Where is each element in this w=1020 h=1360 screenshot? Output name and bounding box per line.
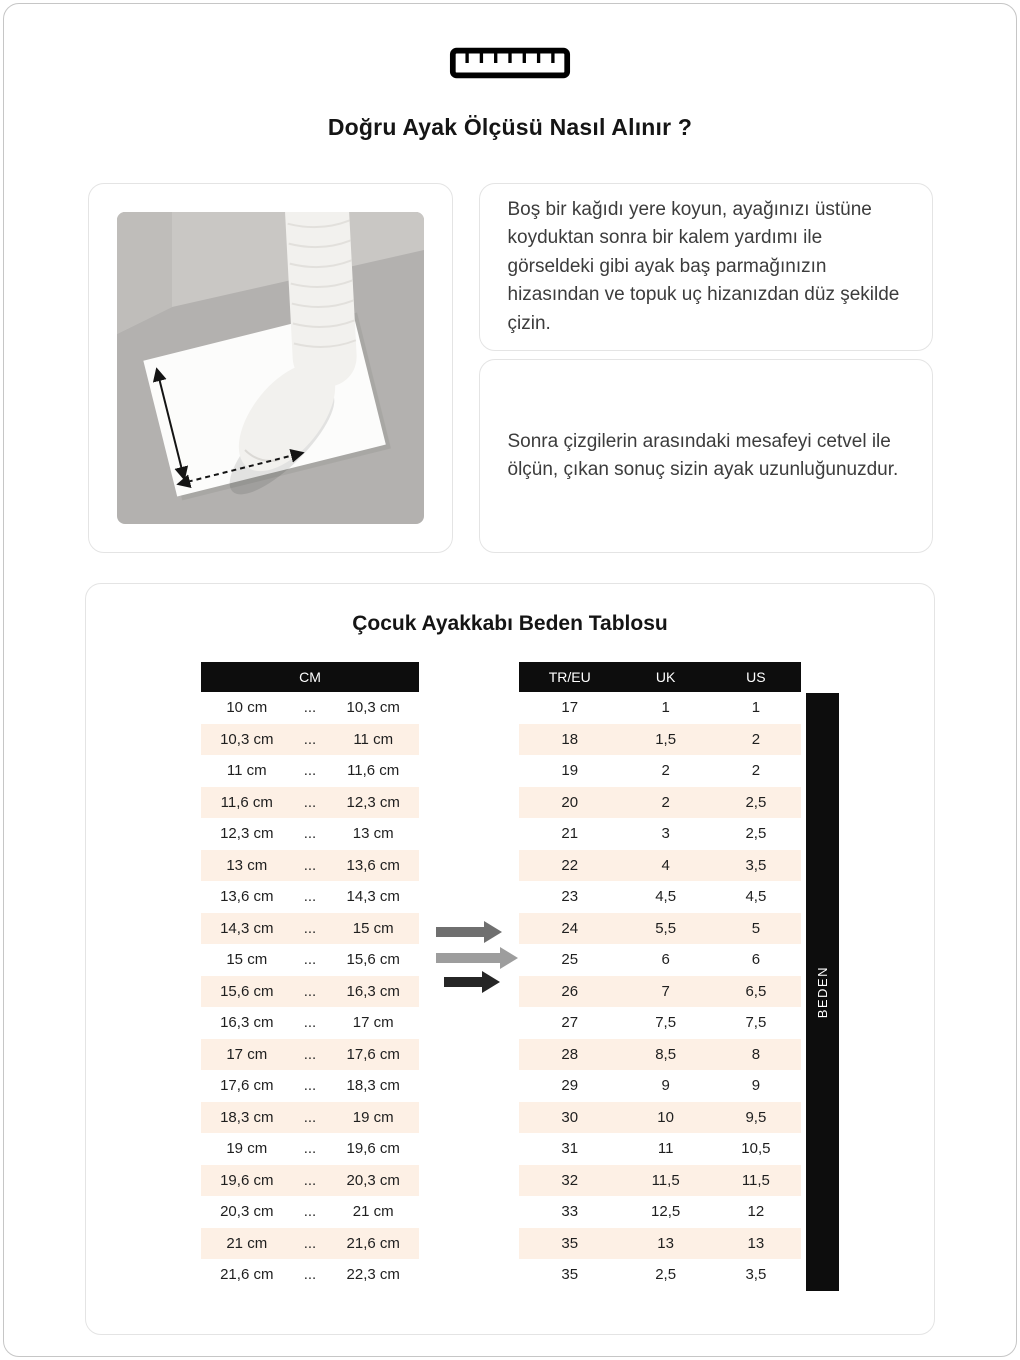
- range-dots: ...: [303, 793, 317, 811]
- range-dots: ...: [303, 699, 317, 717]
- tr-eu-size-value: 25: [561, 951, 579, 969]
- size-table-area: [86, 662, 934, 1302]
- eu-table-row: [519, 1007, 801, 1039]
- eu-table-row: [519, 818, 801, 850]
- uk-size-value: 7: [661, 982, 670, 1000]
- us-size-value: 3,5: [745, 856, 767, 874]
- cm-from-value: 21,6 cm: [220, 1266, 274, 1284]
- cm-to-value: 15,6 cm: [346, 951, 400, 969]
- instruction-box-1: [479, 183, 933, 351]
- cm-table-row: [201, 1165, 419, 1197]
- cm-to-value: 19 cm: [352, 1108, 394, 1126]
- cm-table-row: [201, 755, 419, 787]
- range-dots: ...: [303, 1203, 317, 1221]
- cm-from-value: 11 cm: [226, 762, 267, 780]
- cm-table-row: [201, 724, 419, 756]
- cm-from-value: 21 cm: [226, 1234, 268, 1252]
- cm-to-value: 20,3 cm: [346, 1171, 400, 1189]
- cm-table-row: [201, 850, 419, 882]
- ruler-icon-glyph: [449, 46, 571, 80]
- range-dots: ...: [303, 730, 317, 748]
- cm-table-row: [201, 1228, 419, 1260]
- tr-eu-size-value: 31: [561, 1140, 579, 1158]
- cm-from-value: 12,3 cm: [220, 825, 274, 843]
- beden-label: BEDEN: [815, 965, 830, 1019]
- eu-table-header: [519, 662, 801, 692]
- range-dots: ...: [303, 825, 317, 843]
- cm-to-value: 14,3 cm: [346, 888, 400, 906]
- eu-table-row: [519, 692, 801, 724]
- how-to-section: [88, 183, 933, 553]
- eu-table-row: [519, 1133, 801, 1165]
- us-size-value: 4,5: [745, 888, 767, 906]
- us-size-value: 5: [751, 919, 761, 937]
- uk-size-value: 4: [661, 856, 670, 874]
- eu-table-row: [519, 1039, 801, 1071]
- cm-from-value: 18,3 cm: [220, 1108, 274, 1126]
- range-dots: ...: [303, 1140, 317, 1158]
- us-size-value: 9: [751, 1077, 761, 1095]
- us-size-value: 1: [751, 699, 761, 717]
- cm-from-value: 15,6 cm: [220, 982, 274, 1000]
- tr-eu-size-value: 27: [561, 1014, 579, 1032]
- us-size-value: 3,5: [745, 1266, 767, 1284]
- cm-table-row: [201, 1196, 419, 1228]
- cm-table-row: [201, 1070, 419, 1102]
- tr-eu-size-value: 21: [561, 825, 579, 843]
- eu-table-body: [519, 692, 801, 1291]
- cm-table-row: [201, 913, 419, 945]
- ruler-icon: [0, 0, 1020, 80]
- eu-table-row: [519, 850, 801, 882]
- cm-from-value: 19 cm: [226, 1140, 268, 1158]
- tr-eu-size-value: 35: [561, 1234, 579, 1252]
- range-dots: ...: [303, 1234, 317, 1252]
- us-size-value: 13: [747, 1234, 765, 1252]
- us-size-value: 9,5: [745, 1108, 767, 1126]
- range-dots: ...: [303, 1171, 317, 1189]
- range-dots: ...: [303, 1077, 317, 1095]
- instruction-text-1: Boş bir kağıdı yere koyun, ayağınızı üstüne koyduktan sonra bir kalem yardımı ile görseldeki gibi ayak baş parmağınızın hizasından ve topuk uç hizanızdan düz şekilde çizin.: [507, 198, 900, 334]
- cm-table-row: [201, 1102, 419, 1134]
- cm-table-body: [201, 692, 419, 1291]
- range-dots: ...: [303, 762, 317, 780]
- cm-from-value: 15 cm: [226, 951, 268, 969]
- eu-table-row: [519, 1259, 801, 1291]
- cm-to-value: 21,6 cm: [346, 1234, 400, 1252]
- beden-vertical-bar: [806, 693, 839, 1291]
- uk-size-value: 2: [661, 762, 670, 780]
- tr-eu-size-value: 30: [561, 1108, 579, 1126]
- us-size-value: 2: [751, 730, 761, 748]
- range-dots: ...: [303, 888, 317, 906]
- eu-table-row: [519, 1228, 801, 1260]
- eu-table-row: [519, 944, 801, 976]
- eu-table-row: [519, 881, 801, 913]
- cm-to-value: 13,6 cm: [346, 856, 400, 874]
- us-size-value: 2,5: [745, 825, 767, 843]
- tr-eu-size-value: 33: [561, 1203, 579, 1221]
- eu-table: [519, 662, 801, 1291]
- cm-from-value: 20,3 cm: [220, 1203, 274, 1221]
- cm-to-value: 22,3 cm: [346, 1266, 400, 1284]
- us-size-value: 8: [751, 1045, 761, 1063]
- cm-to-value: 11,6 cm: [347, 762, 400, 780]
- size-table-card: [85, 583, 935, 1335]
- eu-table-row: [519, 787, 801, 819]
- eu-table-row: [519, 976, 801, 1008]
- instruction-text-2: Sonra çizgilerin arasındaki mesafeyi cetvel ile ölçün, çıkan sonuç sizin ayak uzunluğunuzdur.: [507, 430, 899, 480]
- uk-column-header: UK: [655, 669, 676, 685]
- cm-to-value: 12,3 cm: [346, 793, 400, 811]
- cm-from-value: 17,6 cm: [220, 1077, 274, 1095]
- cm-to-value: 17 cm: [352, 1014, 394, 1032]
- tr-eu-size-value: 17: [561, 699, 579, 717]
- cm-table-row: [201, 1007, 419, 1039]
- cm-from-value: 19,6 cm: [220, 1171, 274, 1189]
- us-size-value: 7,5: [745, 1014, 767, 1032]
- cm-to-value: 17,6 cm: [346, 1045, 400, 1063]
- size-table-title: Çocuk Ayakkabı Beden Tablosu: [352, 612, 668, 635]
- eu-table-row: [519, 724, 801, 756]
- cm-to-value: 18,3 cm: [346, 1077, 400, 1095]
- cm-from-value: 10 cm: [226, 699, 268, 717]
- range-dots: ...: [303, 919, 317, 937]
- cm-table-row: [201, 881, 419, 913]
- uk-size-value: 1,5: [655, 730, 677, 748]
- cm-table-row: [201, 818, 419, 850]
- range-dots: ...: [303, 1108, 317, 1126]
- uk-size-value: 2: [661, 793, 670, 811]
- cm-from-value: 10,3 cm: [220, 730, 274, 748]
- eu-table-row: [519, 1165, 801, 1197]
- eu-table-row: [519, 755, 801, 787]
- uk-size-value: 6: [661, 951, 670, 969]
- eu-table-row: [519, 1102, 801, 1134]
- cm-table-row: [201, 692, 419, 724]
- range-dots: ...: [303, 856, 317, 874]
- range-dots: ...: [303, 951, 317, 969]
- cm-from-value: 13,6 cm: [220, 888, 274, 906]
- instruction-box-2: [479, 359, 933, 553]
- uk-size-value: 12,5: [651, 1203, 681, 1221]
- cm-from-value: 13 cm: [226, 856, 268, 874]
- cm-to-value: 21 cm: [352, 1203, 394, 1221]
- eu-table-row: [519, 1196, 801, 1228]
- cm-to-value: 10,3 cm: [346, 699, 400, 717]
- cm-to-value: 16,3 cm: [346, 982, 400, 1000]
- us-size-value: 2,5: [745, 793, 767, 811]
- tr-eu-size-value: 28: [561, 1045, 579, 1063]
- cm-table-row: [201, 944, 419, 976]
- uk-size-value: 2,5: [655, 1266, 677, 1284]
- uk-size-value: 3: [661, 825, 670, 843]
- cm-from-value: 14,3 cm: [220, 919, 274, 937]
- uk-size-value: 5,5: [655, 919, 677, 937]
- measurement-photo-card: [88, 183, 453, 553]
- eu-table-row: [519, 913, 801, 945]
- cm-table: [201, 662, 419, 1291]
- cm-to-value: 11 cm: [353, 730, 394, 748]
- page-title: Doğru Ayak Ölçüsü Nasıl Alınır ?: [327, 114, 693, 140]
- uk-size-value: 13: [657, 1234, 674, 1252]
- tr-eu-size-value: 29: [561, 1077, 579, 1095]
- cm-table-row: [201, 1133, 419, 1165]
- uk-size-value: 11: [657, 1140, 674, 1158]
- us-size-value: 11,5: [741, 1171, 770, 1189]
- us-size-value: 10,5: [741, 1140, 771, 1158]
- transfer-arrows-icon: [434, 918, 520, 996]
- cm-table-row: [201, 1039, 419, 1071]
- cm-from-value: 11,6 cm: [220, 793, 273, 811]
- range-dots: ...: [303, 1045, 317, 1063]
- tr-eu-size-value: 35: [561, 1266, 579, 1284]
- tr-eu-size-value: 18: [561, 730, 579, 748]
- cm-from-value: 17 cm: [226, 1045, 268, 1063]
- cm-to-value: 13 cm: [352, 825, 394, 843]
- tr-eu-size-value: 22: [561, 856, 579, 874]
- uk-size-value: 1: [661, 699, 670, 717]
- us-column-header: US: [746, 669, 766, 685]
- cm-from-value: 16,3 cm: [220, 1014, 274, 1032]
- uk-size-value: 8,5: [655, 1045, 677, 1063]
- us-size-value: 6: [751, 951, 761, 969]
- uk-size-value: 9: [661, 1077, 670, 1095]
- cm-table-row: [201, 1259, 419, 1291]
- cm-to-value: 19,6 cm: [346, 1140, 400, 1158]
- tr-eu-size-value: 24: [561, 919, 579, 937]
- uk-size-value: 10: [657, 1108, 674, 1126]
- range-dots: ...: [303, 1266, 317, 1284]
- eu-table-row: [519, 1070, 801, 1102]
- instructions-column: [479, 183, 933, 553]
- uk-size-value: 4,5: [655, 888, 677, 906]
- uk-size-value: 7,5: [655, 1014, 677, 1032]
- uk-size-value: 11,5: [651, 1171, 680, 1189]
- cm-to-value: 15 cm: [352, 919, 394, 937]
- tr-eu-size-value: 23: [561, 888, 579, 906]
- tr-eu-size-value: 26: [561, 982, 579, 1000]
- tr-eu-size-value: 20: [561, 793, 579, 811]
- us-size-value: 12: [747, 1203, 765, 1221]
- tr-eu-size-value: 32: [561, 1171, 579, 1189]
- cm-table-row: [201, 976, 419, 1008]
- tr-eu-column-header: TR/EU: [548, 669, 591, 685]
- us-size-value: 2: [751, 762, 761, 780]
- tr-eu-size-value: 19: [561, 762, 579, 780]
- cm-column-header: CM: [201, 662, 419, 692]
- range-dots: ...: [303, 1014, 317, 1032]
- range-dots: ...: [303, 982, 317, 1000]
- cm-table-row: [201, 787, 419, 819]
- us-size-value: 6,5: [745, 982, 767, 1000]
- foot-measurement-photo: [117, 212, 424, 524]
